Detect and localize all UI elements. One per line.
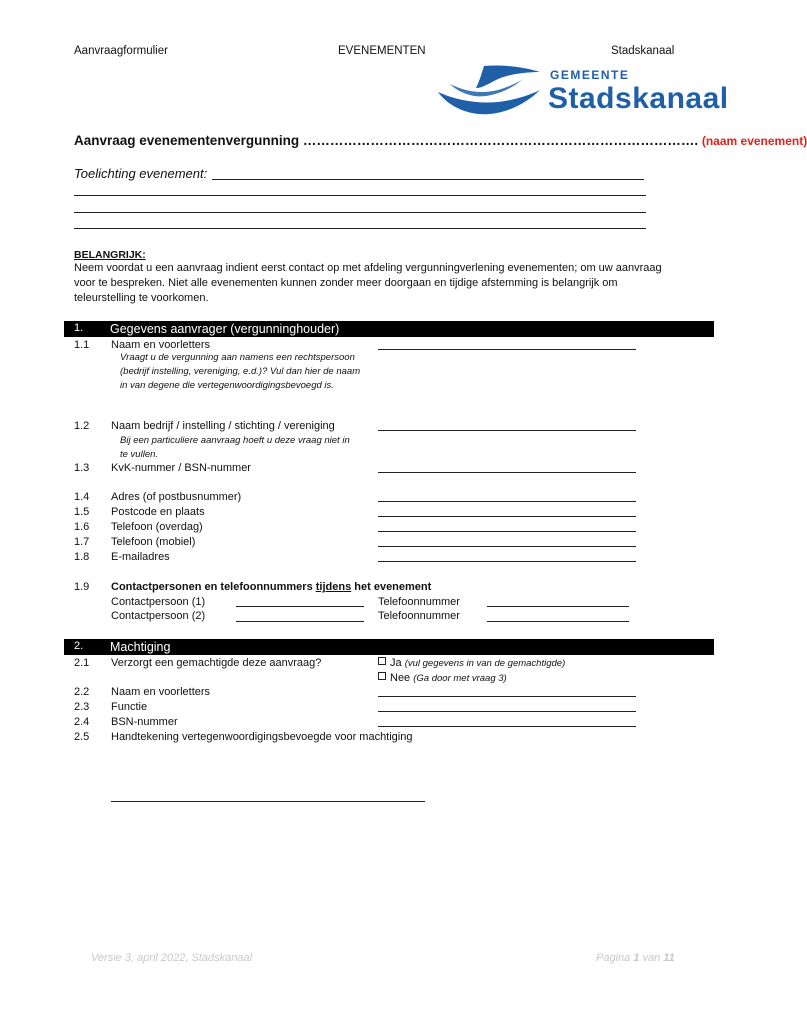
checkbox-ja-icon[interactable] bbox=[378, 657, 386, 665]
label-telefoon-mobiel: Telefoon (mobiel) bbox=[111, 536, 196, 548]
toelichting-input-line-2[interactable] bbox=[74, 195, 646, 196]
kvk-bsn-input[interactable] bbox=[378, 472, 636, 473]
emailadres-input[interactable] bbox=[378, 561, 636, 562]
label-telefoonnummer-1: Telefoonnummer bbox=[378, 596, 460, 608]
gemachtigde-naam-input[interactable] bbox=[378, 696, 636, 697]
toelichting-input-line-3[interactable] bbox=[74, 212, 646, 213]
bsn-input[interactable] bbox=[378, 726, 636, 727]
item-number: 1.6 bbox=[74, 521, 90, 533]
form-title-event-name: (naam evenement) bbox=[701, 134, 807, 148]
footer-version: Versie 3, april 2022, Stadskanaal bbox=[91, 952, 253, 964]
section-2-title: Machtiging bbox=[110, 640, 171, 654]
toelichting-label: Toelichting evenement: bbox=[74, 166, 208, 181]
naam-bedrijf-input[interactable] bbox=[378, 430, 636, 431]
gemeente-logo bbox=[436, 62, 746, 124]
section-2-header bbox=[64, 639, 714, 655]
item-number: 1.7 bbox=[74, 536, 90, 548]
checkbox-nee-icon[interactable] bbox=[378, 672, 386, 680]
toelichting-input-line-4[interactable] bbox=[74, 228, 646, 229]
label-adres: Adres (of postbusnummer) bbox=[111, 491, 242, 503]
section-1-header bbox=[64, 321, 714, 337]
label-postcode: Postcode en plaats bbox=[111, 506, 205, 518]
label-emailadres: E-mailadres bbox=[111, 551, 170, 563]
label-telefoon-overdag: Telefoon (overdag) bbox=[111, 521, 203, 533]
footer-page-number: Pagina 1 van 11 bbox=[596, 952, 675, 964]
logo-stadskanaal-text: Stadskanaal bbox=[548, 82, 729, 115]
label-bsn: BSN-nummer bbox=[111, 716, 178, 728]
item-number: 1.1 bbox=[74, 339, 90, 351]
header-left: Aanvraagformulier bbox=[74, 45, 168, 57]
label-contactpersoon-2: Contactpersoon (2) bbox=[111, 610, 206, 622]
handtekening-input[interactable] bbox=[111, 801, 425, 802]
item-number: 2.2 bbox=[74, 686, 90, 698]
form-title bbox=[74, 133, 807, 148]
important-title: BELANGRIJK: bbox=[74, 249, 146, 261]
section-1-title: Gegevens aanvrager (vergunninghouder) bbox=[110, 322, 340, 336]
note-particulier: Bij een particuliere aanvraag hoeft u deze vraag niet in te vullen. bbox=[120, 435, 350, 460]
item-number: 1.3 bbox=[74, 462, 90, 474]
logo-swoosh-icon bbox=[436, 62, 546, 124]
logo-gemeente-text: GEMEENTE bbox=[550, 68, 630, 82]
naam-voorletters-input[interactable] bbox=[378, 349, 636, 350]
item-number: 2.3 bbox=[74, 701, 90, 713]
postcode-input[interactable] bbox=[378, 516, 636, 517]
label-gemachtigde: Verzorgt een gemachtigde deze aanvraag? bbox=[111, 657, 322, 669]
functie-input[interactable] bbox=[378, 711, 636, 712]
label-functie: Functie bbox=[111, 701, 148, 713]
label-gemachtigde-naam: Naam en voorletters bbox=[111, 686, 211, 698]
contact-heading: Contactpersonen en telefoonnummers tijdens het evenement bbox=[111, 581, 432, 593]
telefoonnummer-1-input[interactable] bbox=[487, 606, 629, 607]
section-1-number: 1. bbox=[74, 322, 84, 334]
telefoon-overdag-input[interactable] bbox=[378, 531, 636, 532]
item-number: 1.4 bbox=[74, 491, 90, 503]
header-right: Stadskanaal bbox=[611, 45, 675, 57]
contactpersoon-2-input[interactable] bbox=[236, 621, 364, 622]
label-naam-voorletters: Naam en voorletters bbox=[111, 339, 211, 351]
option-ja[interactable]: Ja (vul gegevens in van de gemachtigde) bbox=[378, 657, 565, 669]
option-nee[interactable]: Nee (Ga door met vraag 3) bbox=[378, 672, 507, 684]
item-number: 1.8 bbox=[74, 551, 90, 563]
item-number: 2.1 bbox=[74, 657, 90, 669]
toelichting-input-line-1[interactable] bbox=[212, 179, 644, 180]
contactpersoon-1-input[interactable] bbox=[236, 606, 364, 607]
label-kvk-bsn: KvK-nummer / BSN-nummer bbox=[111, 462, 251, 474]
item-number: 1.2 bbox=[74, 420, 90, 432]
item-number: 2.4 bbox=[74, 716, 90, 728]
label-contactpersoon-1: Contactpersoon (1) bbox=[111, 596, 206, 608]
item-number: 1.9 bbox=[74, 581, 90, 593]
section-2-number: 2. bbox=[74, 640, 84, 652]
label-naam-bedrijf: Naam bedrijf / instelling / stichting / vereniging bbox=[111, 420, 335, 432]
adres-input[interactable] bbox=[378, 501, 636, 502]
label-handtekening: Handtekening vertegenwoordigingsbevoegde voor machtiging bbox=[111, 731, 413, 743]
item-number: 1.5 bbox=[74, 506, 90, 518]
label-telefoonnummer-2: Telefoonnummer bbox=[378, 610, 460, 622]
form-title-main: Aanvraag evenementenvergunning ……………………………………………………………………………. bbox=[74, 133, 699, 148]
telefoonnummer-2-input[interactable] bbox=[487, 621, 629, 622]
item-number: 2.5 bbox=[74, 731, 90, 743]
note-rechtspersoon: Vraagt u de vergunning aan namens een rechtspersoon (bedrijf instelling, vereniging, e.d.)? Vul dan hier de naam in van degene die vertegenwoordigingsbevoegd is. bbox=[120, 352, 361, 391]
important-text: Neem voordat u een aanvraag indient eerst contact op met afdeling vergunningverlening evenementen; om uw aanvraag voor te bespreken. Niet alle evenementen kunnen zonder meer doorgaan en tijdige afstemming is belangrijk om teleurstelling te voorkomen. bbox=[74, 262, 662, 304]
telefoon-mobiel-input[interactable] bbox=[378, 546, 636, 547]
header-center: EVENEMENTEN bbox=[338, 45, 426, 57]
